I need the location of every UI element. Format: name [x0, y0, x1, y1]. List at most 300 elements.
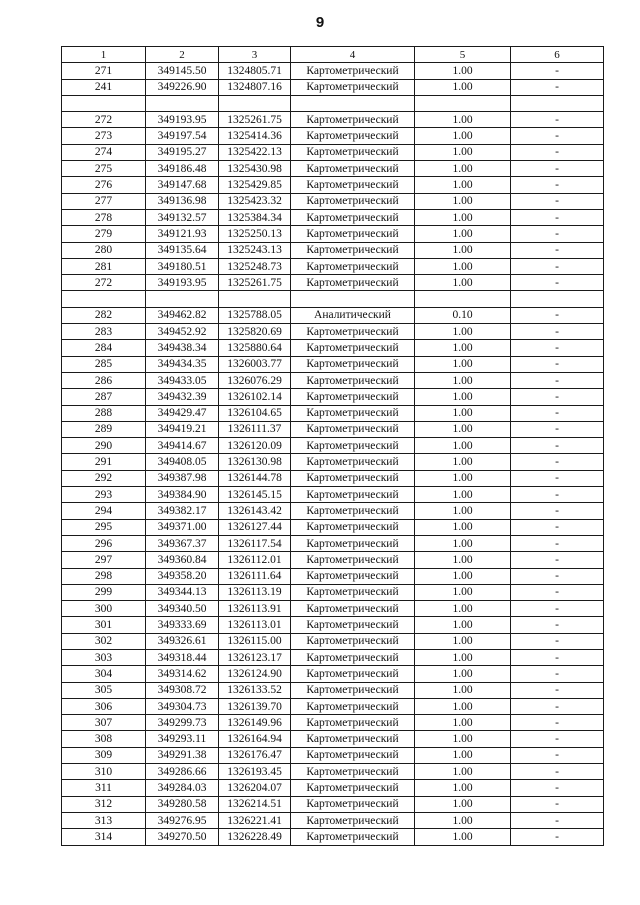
- table-header: [62, 47, 604, 63]
- table-row: [62, 356, 604, 372]
- cell-method: Картометрический: [291, 242, 415, 258]
- cell-accuracy: 1.00: [415, 584, 511, 600]
- cell-point-number: 275: [62, 161, 146, 177]
- cell-point-number: 298: [62, 568, 146, 584]
- cell-description: -: [511, 470, 604, 486]
- cell-method: [291, 95, 415, 111]
- cell-method: Картометрический: [291, 764, 415, 780]
- cell-y-coordinate: 1325414.36: [219, 128, 291, 144]
- cell-point-number: 306: [62, 698, 146, 714]
- cell-accuracy: 1.00: [415, 519, 511, 535]
- cell-accuracy: 1.00: [415, 324, 511, 340]
- cell-description: -: [511, 682, 604, 698]
- table-row: [62, 503, 604, 519]
- cell-accuracy: [415, 291, 511, 307]
- cell-point-number: 280: [62, 242, 146, 258]
- cell-description: -: [511, 405, 604, 421]
- table-row: [62, 698, 604, 714]
- cell-x-coordinate: 349367.37: [146, 535, 219, 551]
- cell-accuracy: 1.00: [415, 226, 511, 242]
- table-row: [62, 633, 604, 649]
- cell-y-coordinate: 1325788.05: [219, 307, 291, 323]
- cell-y-coordinate: 1325384.34: [219, 209, 291, 225]
- cell-accuracy: 0.10: [415, 307, 511, 323]
- cell-accuracy: 1.00: [415, 79, 511, 95]
- cell-y-coordinate: 1326112.01: [219, 552, 291, 568]
- cell-method: Картометрический: [291, 177, 415, 193]
- cell-x-coordinate: 349408.05: [146, 454, 219, 470]
- cell-description: -: [511, 617, 604, 633]
- cell-description: -: [511, 275, 604, 291]
- cell-method: Картометрический: [291, 112, 415, 128]
- table-row: [62, 209, 604, 225]
- cell-x-coordinate: 349333.69: [146, 617, 219, 633]
- cell-point-number: 311: [62, 780, 146, 796]
- cell-x-coordinate: 349293.11: [146, 731, 219, 747]
- cell-point-number: 289: [62, 421, 146, 437]
- cell-accuracy: 1.00: [415, 764, 511, 780]
- cell-method: Картометрический: [291, 421, 415, 437]
- cell-description: -: [511, 193, 604, 209]
- cell-method: Картометрический: [291, 503, 415, 519]
- cell-accuracy: 1.00: [415, 487, 511, 503]
- cell-point-number: 310: [62, 764, 146, 780]
- cell-method: Картометрический: [291, 617, 415, 633]
- cell-x-coordinate: 349180.51: [146, 258, 219, 274]
- cell-method: Картометрический: [291, 568, 415, 584]
- cell-accuracy: 1.00: [415, 829, 511, 845]
- cell-description: -: [511, 128, 604, 144]
- cell-accuracy: 1.00: [415, 796, 511, 812]
- table-row: [62, 601, 604, 617]
- cell-x-coordinate: 349358.20: [146, 568, 219, 584]
- cell-description: -: [511, 747, 604, 763]
- table-row: [62, 454, 604, 470]
- cell-accuracy: 1.00: [415, 649, 511, 665]
- cell-accuracy: 1.00: [415, 812, 511, 828]
- cell-point-number: 307: [62, 715, 146, 731]
- cell-point-number: 312: [62, 796, 146, 812]
- cell-description: -: [511, 649, 604, 665]
- cell-point-number: 301: [62, 617, 146, 633]
- cell-accuracy: 1.00: [415, 503, 511, 519]
- cell-y-coordinate: 1326102.14: [219, 389, 291, 405]
- cell-y-coordinate: 1326124.90: [219, 666, 291, 682]
- cell-point-number: [62, 95, 146, 111]
- table-row: [62, 617, 604, 633]
- cell-description: -: [511, 307, 604, 323]
- cell-y-coordinate: 1326117.54: [219, 535, 291, 551]
- cell-x-coordinate: 349132.57: [146, 209, 219, 225]
- table-row: [62, 487, 604, 503]
- cell-x-coordinate: 349136.98: [146, 193, 219, 209]
- cell-method: Картометрический: [291, 63, 415, 79]
- cell-y-coordinate: 1326133.52: [219, 682, 291, 698]
- cell-y-coordinate: 1326113.19: [219, 584, 291, 600]
- cell-x-coordinate: 349384.90: [146, 487, 219, 503]
- cell-y-coordinate: [219, 95, 291, 111]
- cell-accuracy: 1.00: [415, 715, 511, 731]
- cell-point-number: 292: [62, 470, 146, 486]
- cell-description: -: [511, 340, 604, 356]
- table-row: [62, 666, 604, 682]
- cell-description: -: [511, 568, 604, 584]
- cell-description: -: [511, 535, 604, 551]
- cell-description: -: [511, 356, 604, 372]
- cell-x-coordinate: 349270.50: [146, 829, 219, 845]
- cell-point-number: 300: [62, 601, 146, 617]
- cell-y-coordinate: 1326176.47: [219, 747, 291, 763]
- cell-x-coordinate: 349299.73: [146, 715, 219, 731]
- table-row: [62, 63, 604, 79]
- cell-accuracy: 1.00: [415, 698, 511, 714]
- cell-description: -: [511, 487, 604, 503]
- table-row: [62, 226, 604, 242]
- cell-y-coordinate: 1326164.94: [219, 731, 291, 747]
- cell-description: -: [511, 438, 604, 454]
- table-row: [62, 731, 604, 747]
- cell-method: Картометрический: [291, 226, 415, 242]
- cell-accuracy: 1.00: [415, 747, 511, 763]
- table-row: [62, 470, 604, 486]
- column-header-method: 4: [291, 47, 415, 63]
- cell-description: -: [511, 731, 604, 747]
- cell-point-number: [62, 291, 146, 307]
- cell-x-coordinate: 349326.61: [146, 633, 219, 649]
- cell-description: -: [511, 666, 604, 682]
- cell-accuracy: 1.00: [415, 161, 511, 177]
- cell-method: Аналитический: [291, 307, 415, 323]
- cell-description: -: [511, 209, 604, 225]
- cell-method: Картометрический: [291, 731, 415, 747]
- cell-accuracy: 1.00: [415, 112, 511, 128]
- cell-description: -: [511, 601, 604, 617]
- cell-description: -: [511, 177, 604, 193]
- table-row: [62, 340, 604, 356]
- cell-x-coordinate: 349371.00: [146, 519, 219, 535]
- table-row: [62, 128, 604, 144]
- cell-y-coordinate: 1326111.37: [219, 421, 291, 437]
- cell-accuracy: 1.00: [415, 209, 511, 225]
- cell-description: -: [511, 372, 604, 388]
- cell-x-coordinate: 349344.13: [146, 584, 219, 600]
- cell-x-coordinate: 349304.73: [146, 698, 219, 714]
- cell-description: -: [511, 519, 604, 535]
- cell-x-coordinate: 349193.95: [146, 275, 219, 291]
- cell-point-number: 297: [62, 552, 146, 568]
- cell-x-coordinate: 349121.93: [146, 226, 219, 242]
- table-row: [62, 568, 604, 584]
- cell-point-number: 313: [62, 812, 146, 828]
- cell-description: -: [511, 161, 604, 177]
- table-row: [62, 552, 604, 568]
- cell-point-number: 284: [62, 340, 146, 356]
- cell-accuracy: 1.00: [415, 193, 511, 209]
- cell-x-coordinate: 349340.50: [146, 601, 219, 617]
- cell-y-coordinate: 1326144.78: [219, 470, 291, 486]
- cell-y-coordinate: 1326139.70: [219, 698, 291, 714]
- cell-method: Картометрический: [291, 161, 415, 177]
- cell-method: Картометрический: [291, 405, 415, 421]
- cell-y-coordinate: 1326115.00: [219, 633, 291, 649]
- table-row: [62, 389, 604, 405]
- cell-description: -: [511, 258, 604, 274]
- cell-accuracy: 1.00: [415, 389, 511, 405]
- cell-y-coordinate: 1325820.69: [219, 324, 291, 340]
- cell-point-number: 282: [62, 307, 146, 323]
- cell-point-number: 272: [62, 275, 146, 291]
- cell-x-coordinate: 349387.98: [146, 470, 219, 486]
- column-header-x-coordinate: 2: [146, 47, 219, 63]
- cell-y-coordinate: [219, 291, 291, 307]
- cell-accuracy: 1.00: [415, 552, 511, 568]
- cell-method: Картометрический: [291, 715, 415, 731]
- cell-x-coordinate: 349318.44: [146, 649, 219, 665]
- cell-point-number: 272: [62, 112, 146, 128]
- cell-x-coordinate: 349276.95: [146, 812, 219, 828]
- cell-description: -: [511, 144, 604, 160]
- cell-accuracy: 1.00: [415, 372, 511, 388]
- cell-accuracy: 1.00: [415, 601, 511, 617]
- cell-y-coordinate: 1325261.75: [219, 112, 291, 128]
- cell-method: Картометрический: [291, 682, 415, 698]
- cell-point-number: 293: [62, 487, 146, 503]
- cell-point-number: 304: [62, 666, 146, 682]
- cell-y-coordinate: 1326143.42: [219, 503, 291, 519]
- cell-x-coordinate: 349360.84: [146, 552, 219, 568]
- cell-method: Картометрический: [291, 796, 415, 812]
- cell-description: -: [511, 715, 604, 731]
- cell-x-coordinate: 349438.34: [146, 340, 219, 356]
- table-row: [62, 112, 604, 128]
- cell-y-coordinate: 1326221.41: [219, 812, 291, 828]
- cell-y-coordinate: 1325250.13: [219, 226, 291, 242]
- cell-accuracy: 1.00: [415, 144, 511, 160]
- cell-y-coordinate: 1326193.45: [219, 764, 291, 780]
- cell-y-coordinate: 1326120.09: [219, 438, 291, 454]
- cell-method: Картометрический: [291, 487, 415, 503]
- cell-accuracy: 1.00: [415, 617, 511, 633]
- table-row: [62, 421, 604, 437]
- cell-x-coordinate: 349382.17: [146, 503, 219, 519]
- table-row: [62, 764, 604, 780]
- cell-x-coordinate: 349434.35: [146, 356, 219, 372]
- cell-description: [511, 95, 604, 111]
- cell-point-number: 281: [62, 258, 146, 274]
- cell-description: -: [511, 454, 604, 470]
- table-row: [62, 584, 604, 600]
- cell-point-number: 285: [62, 356, 146, 372]
- cell-point-number: 279: [62, 226, 146, 242]
- cell-method: Картометрический: [291, 812, 415, 828]
- cell-description: -: [511, 226, 604, 242]
- cell-y-coordinate: 1326204.07: [219, 780, 291, 796]
- cell-point-number: 296: [62, 535, 146, 551]
- cell-accuracy: 1.00: [415, 242, 511, 258]
- column-header-point-number: 1: [62, 47, 146, 63]
- cell-accuracy: 1.00: [415, 470, 511, 486]
- cell-description: -: [511, 584, 604, 600]
- cell-point-number: 303: [62, 649, 146, 665]
- cell-description: -: [511, 552, 604, 568]
- cell-method: Картометрический: [291, 128, 415, 144]
- cell-x-coordinate: 349291.38: [146, 747, 219, 763]
- cell-point-number: 287: [62, 389, 146, 405]
- cell-accuracy: 1.00: [415, 275, 511, 291]
- cell-description: -: [511, 812, 604, 828]
- table-body: [62, 63, 604, 845]
- cell-accuracy: [415, 95, 511, 111]
- table-row: [62, 649, 604, 665]
- cell-description: -: [511, 764, 604, 780]
- cell-x-coordinate: 349432.39: [146, 389, 219, 405]
- cell-point-number: 302: [62, 633, 146, 649]
- page-number: 9: [315, 14, 325, 31]
- cell-method: Картометрический: [291, 356, 415, 372]
- cell-x-coordinate: 349145.50: [146, 63, 219, 79]
- cell-accuracy: 1.00: [415, 177, 511, 193]
- cell-point-number: 273: [62, 128, 146, 144]
- cell-x-coordinate: 349193.95: [146, 112, 219, 128]
- table-row: [62, 161, 604, 177]
- cell-accuracy: 1.00: [415, 421, 511, 437]
- cell-x-coordinate: 349286.66: [146, 764, 219, 780]
- table-row: [62, 79, 604, 95]
- cell-method: Картометрический: [291, 340, 415, 356]
- cell-point-number: 271: [62, 63, 146, 79]
- cell-y-coordinate: 1326214.51: [219, 796, 291, 812]
- cell-method: Картометрический: [291, 79, 415, 95]
- cell-y-coordinate: 1326145.15: [219, 487, 291, 503]
- cell-x-coordinate: 349135.64: [146, 242, 219, 258]
- table-row: [62, 682, 604, 698]
- table-row: [62, 747, 604, 763]
- cell-y-coordinate: 1326127.44: [219, 519, 291, 535]
- table-row: [62, 307, 604, 323]
- cell-point-number: 278: [62, 209, 146, 225]
- cell-description: -: [511, 112, 604, 128]
- cell-point-number: 286: [62, 372, 146, 388]
- cell-method: Картометрический: [291, 633, 415, 649]
- table-row: [62, 829, 604, 845]
- cell-y-coordinate: 1326149.96: [219, 715, 291, 731]
- cell-accuracy: 1.00: [415, 128, 511, 144]
- cell-point-number: 294: [62, 503, 146, 519]
- cell-accuracy: 1.00: [415, 340, 511, 356]
- table-row: [62, 780, 604, 796]
- cell-accuracy: 1.00: [415, 535, 511, 551]
- cell-method: Картометрический: [291, 519, 415, 535]
- table-row: [62, 177, 604, 193]
- cell-x-coordinate: 349195.27: [146, 144, 219, 160]
- cell-method: Картометрический: [291, 454, 415, 470]
- table-row: [62, 796, 604, 812]
- cell-method: Картометрический: [291, 747, 415, 763]
- cell-accuracy: 1.00: [415, 633, 511, 649]
- cell-method: Картометрический: [291, 666, 415, 682]
- table-row: [62, 291, 604, 307]
- cell-x-coordinate: 349429.47: [146, 405, 219, 421]
- cell-x-coordinate: 349414.67: [146, 438, 219, 454]
- cell-point-number: 299: [62, 584, 146, 600]
- cell-y-coordinate: 1325243.13: [219, 242, 291, 258]
- cell-description: -: [511, 324, 604, 340]
- cell-point-number: 277: [62, 193, 146, 209]
- cell-method: Картометрический: [291, 584, 415, 600]
- cell-x-coordinate: 349419.21: [146, 421, 219, 437]
- cell-y-coordinate: 1326104.65: [219, 405, 291, 421]
- cell-accuracy: 1.00: [415, 405, 511, 421]
- cell-description: -: [511, 421, 604, 437]
- cell-y-coordinate: 1324805.71: [219, 63, 291, 79]
- table-row: [62, 95, 604, 111]
- cell-accuracy: 1.00: [415, 258, 511, 274]
- cell-description: -: [511, 633, 604, 649]
- cell-y-coordinate: 1325430.98: [219, 161, 291, 177]
- cell-method: Картометрический: [291, 389, 415, 405]
- cell-accuracy: 1.00: [415, 682, 511, 698]
- cell-x-coordinate: 349433.05: [146, 372, 219, 388]
- cell-y-coordinate: 1326003.77: [219, 356, 291, 372]
- cell-x-coordinate: 349308.72: [146, 682, 219, 698]
- cell-accuracy: 1.00: [415, 438, 511, 454]
- table-row: [62, 144, 604, 160]
- cell-description: -: [511, 698, 604, 714]
- cell-y-coordinate: 1326113.91: [219, 601, 291, 617]
- table-row: [62, 258, 604, 274]
- table-row: [62, 324, 604, 340]
- cell-method: Картометрический: [291, 829, 415, 845]
- cell-x-coordinate: 349197.54: [146, 128, 219, 144]
- cell-description: -: [511, 796, 604, 812]
- cell-accuracy: 1.00: [415, 666, 511, 682]
- cell-y-coordinate: 1326123.17: [219, 649, 291, 665]
- table-row: [62, 715, 604, 731]
- cell-y-coordinate: 1324807.16: [219, 79, 291, 95]
- cell-y-coordinate: 1326111.64: [219, 568, 291, 584]
- cell-x-coordinate: 349280.58: [146, 796, 219, 812]
- cell-method: Картометрический: [291, 372, 415, 388]
- cell-y-coordinate: 1325880.64: [219, 340, 291, 356]
- cell-method: Картометрический: [291, 535, 415, 551]
- cell-method: Картометрический: [291, 144, 415, 160]
- cell-y-coordinate: 1326130.98: [219, 454, 291, 470]
- cell-method: Картометрический: [291, 324, 415, 340]
- cell-point-number: 276: [62, 177, 146, 193]
- cell-y-coordinate: 1326113.01: [219, 617, 291, 633]
- table-row: [62, 193, 604, 209]
- cell-x-coordinate: 349462.82: [146, 307, 219, 323]
- table-row: [62, 372, 604, 388]
- cell-description: -: [511, 780, 604, 796]
- table-row: [62, 535, 604, 551]
- cell-accuracy: 1.00: [415, 454, 511, 470]
- cell-point-number: 305: [62, 682, 146, 698]
- cell-method: Картометрический: [291, 438, 415, 454]
- cell-point-number: 288: [62, 405, 146, 421]
- cell-accuracy: 1.00: [415, 63, 511, 79]
- cell-x-coordinate: 349314.62: [146, 666, 219, 682]
- cell-y-coordinate: 1326076.29: [219, 372, 291, 388]
- cell-accuracy: 1.00: [415, 568, 511, 584]
- cell-method: Картометрический: [291, 649, 415, 665]
- cell-point-number: 290: [62, 438, 146, 454]
- cell-y-coordinate: 1325422.13: [219, 144, 291, 160]
- cell-description: -: [511, 389, 604, 405]
- cell-method: Картометрический: [291, 698, 415, 714]
- table-row: [62, 405, 604, 421]
- cell-x-coordinate: 349186.48: [146, 161, 219, 177]
